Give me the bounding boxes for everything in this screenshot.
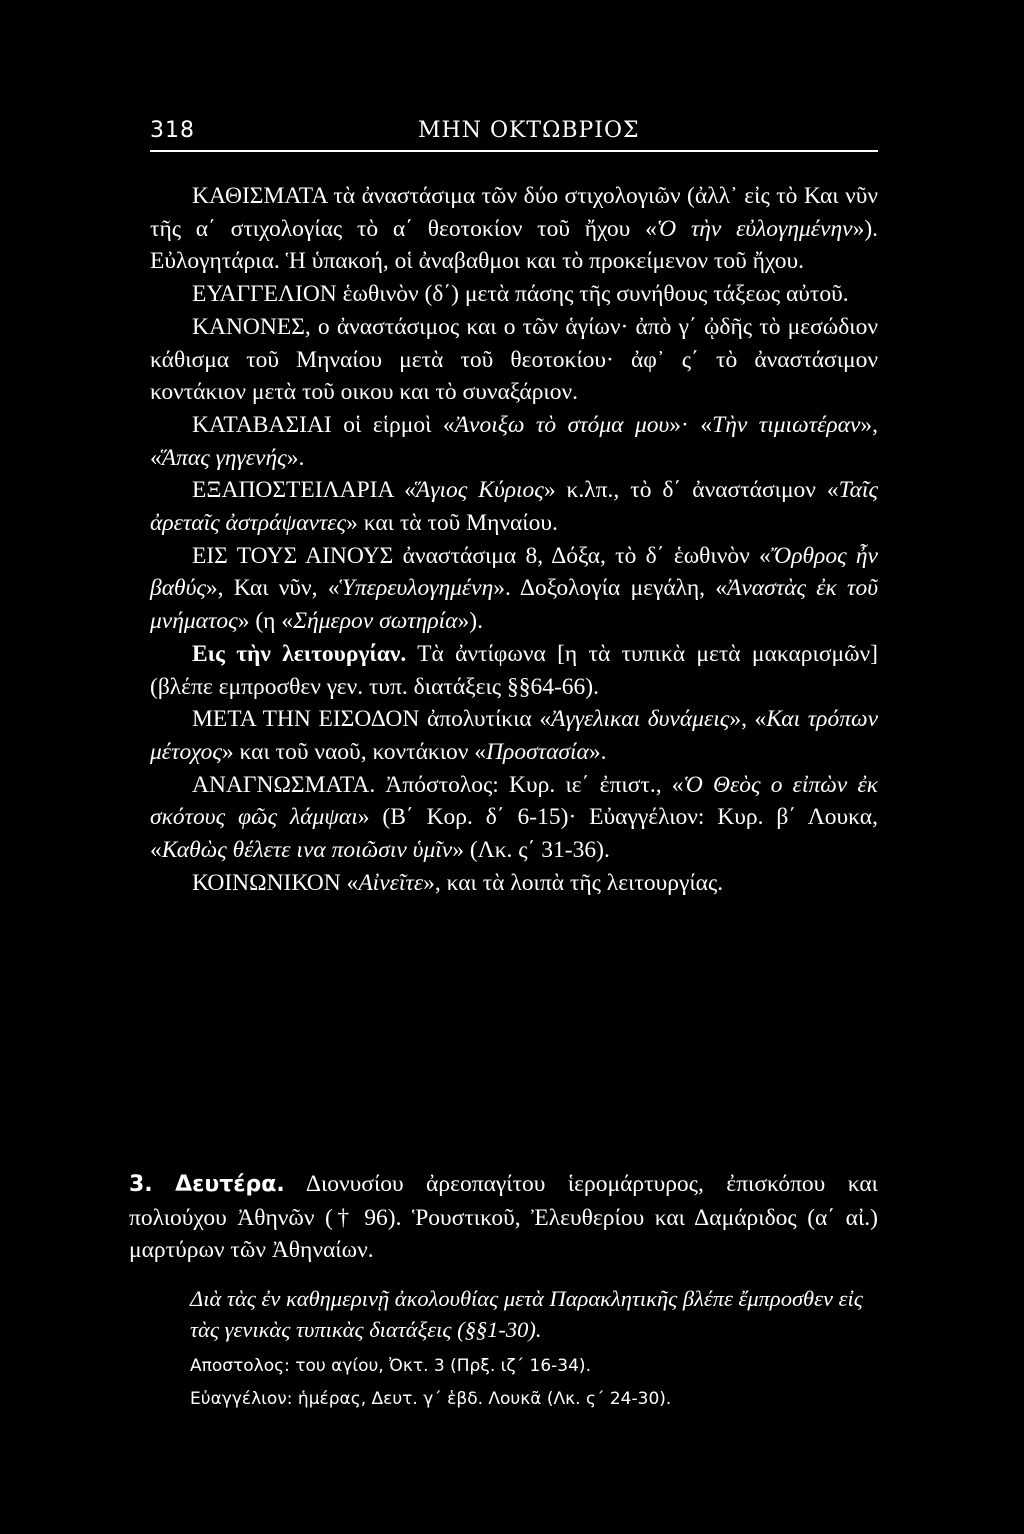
day-entry-3: [129, 1168, 878, 1267]
readings-block: [190, 1350, 878, 1416]
service-rubrics: [150, 180, 878, 899]
paragraph-kanones: ΚΑΝΟΝΕΣ, ο ἀναστάσιμος και ο τῶν ἁγίων· ἀπὸ γ΄ ᾠδῆς τὸ μεσώδιον κάθισμα τοῦ Μηναίου μετὰ τοῦ θεοτοκίου· ἀφ᾽ ς΄ τὸ ἀναστάσιμον κοντάκιον μετὰ τοῦ οικου και τὸ συναξάριον.: [150, 313, 878, 406]
reading-evangelion: Εὐαγγέλιον: ἡμέρας, Δευτ. γ΄ ἑβδ. Λουκᾶ (Λκ. ς΄ 24-30).: [190, 1389, 672, 1409]
day-name: Δευτέρα.: [175, 1172, 285, 1197]
paragraph-exapostilaria: ΕΞΑΠΟΣΤΕΙΛΑΡΙΑ «Ἅγιος Κύριος» κ.λπ., τὸ δ΄ ἀναστάσιμον «Ταῖς ἀρεταῖς ἀστράψαντες» και τὰ τοῦ Μηναίου.: [150, 477, 878, 537]
paragraph-evangelion: ΕΥΑΓΓΕΛΙΟΝ ἑωθινὸν (δ΄) μετὰ πάσης τῆς συνήθους τάξεως αὐτοῦ.: [192, 281, 849, 308]
paragraph-eisodon: ΜΕΤΑ ΤΗΝ ΕΙΣΟΔΟΝ ἀπολυτίκια «Ἀγγελικαι δυνάμεις», «Και τρόπων μέτοχος» και τοῦ ναοῦ, κοντάκιον «Προστασία».: [150, 706, 879, 765]
reading-apostolos: Αποστολος: του αγίου, Ὀκτ. 3 (Πρξ. ιζ΄ 16-34).: [190, 1356, 591, 1376]
running-title: ΜΗΝ ΟΚΤΩΒΡΙΟΣ: [418, 118, 640, 143]
paragraph-katavasiai: ΚΑΤΑΒΑΣΙΑΙ οἱ εἱρμοὶ «Ἀνοιξω τὸ στόμα μου»· «Τὴν τιμιωτέραν», «Ἅπας γηγενής».: [150, 411, 879, 471]
page-header: [150, 112, 878, 152]
header-rule: [150, 150, 878, 152]
day-number: 3.: [129, 1172, 153, 1197]
weekday-note: Διὰ τὰς ἐν καθημερινῇ ἀκολουθίας μετὰ Παρακλητικῆς βλέπε ἔμπροσθεν εἰς τὰς γενικὰς τυπικὰς διατάξεις (§§1-30).: [190, 1286, 863, 1342]
paragraph-ainous: ΕΙΣ ΤΟΥΣ ΑΙΝΟΥΣ ἀναστάσιμα 8, Δόξα, τὸ δ΄ ἑωθινὸν «Ὄρθρος ἦν βαθύς», Και νῦν, «Ὑπερευλογημένη». Δοξολογία μεγάλη, «Ἀναστὰς ἐκ τοῦ μνήματος» (η «Σήμερον σωτηρία»).: [150, 542, 879, 635]
paragraph-liturgia: Εις τὴν λειτουργίαν. Τὰ ἀντίφωνα [η τὰ τυπικὰ μετὰ μακαρισμῶν] (βλέπε εμπροσθεν γεν. τυπ. διατάξεις §§64-66).: [150, 640, 878, 700]
paragraph-koinonikon: ΚΟΙΝΩΝΙΚΟΝ «Αἰνεῖτε», και τὰ λοιπὰ τῆς λειτουργίας.: [192, 869, 724, 896]
paragraph-kathismata: ΚΑΘΙΣΜΑΤΑ τὰ ἀναστάσιμα τῶν δύο στιχολογιῶν (ἀλλ᾽ εἰς τὸ Και νῦν τῆς α΄ στιχολογίας τὸ α΄ θεοτοκίον τοῦ ἤχου «Ὁ τὴν εὐλογημένην»). Εὐλογητάρια. Ἡ ὑπακοή, οἱ ἀναβαθμοι και τὸ προκείμενον τοῦ ἤχου.: [150, 183, 879, 275]
page-number: 318: [150, 118, 195, 143]
paragraph-anagnosmata: ΑΝΑΓΝΩΣΜΑΤΑ. Ἀπόστολος: Κυρ. ιε΄ ἐπιστ., «Ὁ Θεὸς ο εἰπὼν ἐκ σκότους φῶς λάμψαι» (Β΄ Κορ. δ΄ 6-15)· Εὐαγγέλιον: Κυρ. β΄ Λουκα, «Καθὼς θέλετε ινα ποιῶσιν ὑμῖν» (Λκ. ς΄ 31-36).: [150, 771, 878, 864]
day-commemoration: Διονυσίου ἀρεοπαγίτου ἱερομάρτυρος, ἐπισκόπου και πολιούχου Ἀθηνῶν († 96). Ῥουστικοῦ, Ἐλευθερίου και Δαμάριδος (α΄ αἰ.) μαρτύρων τῶν Ἀθηναίων.: [129, 1171, 878, 1264]
